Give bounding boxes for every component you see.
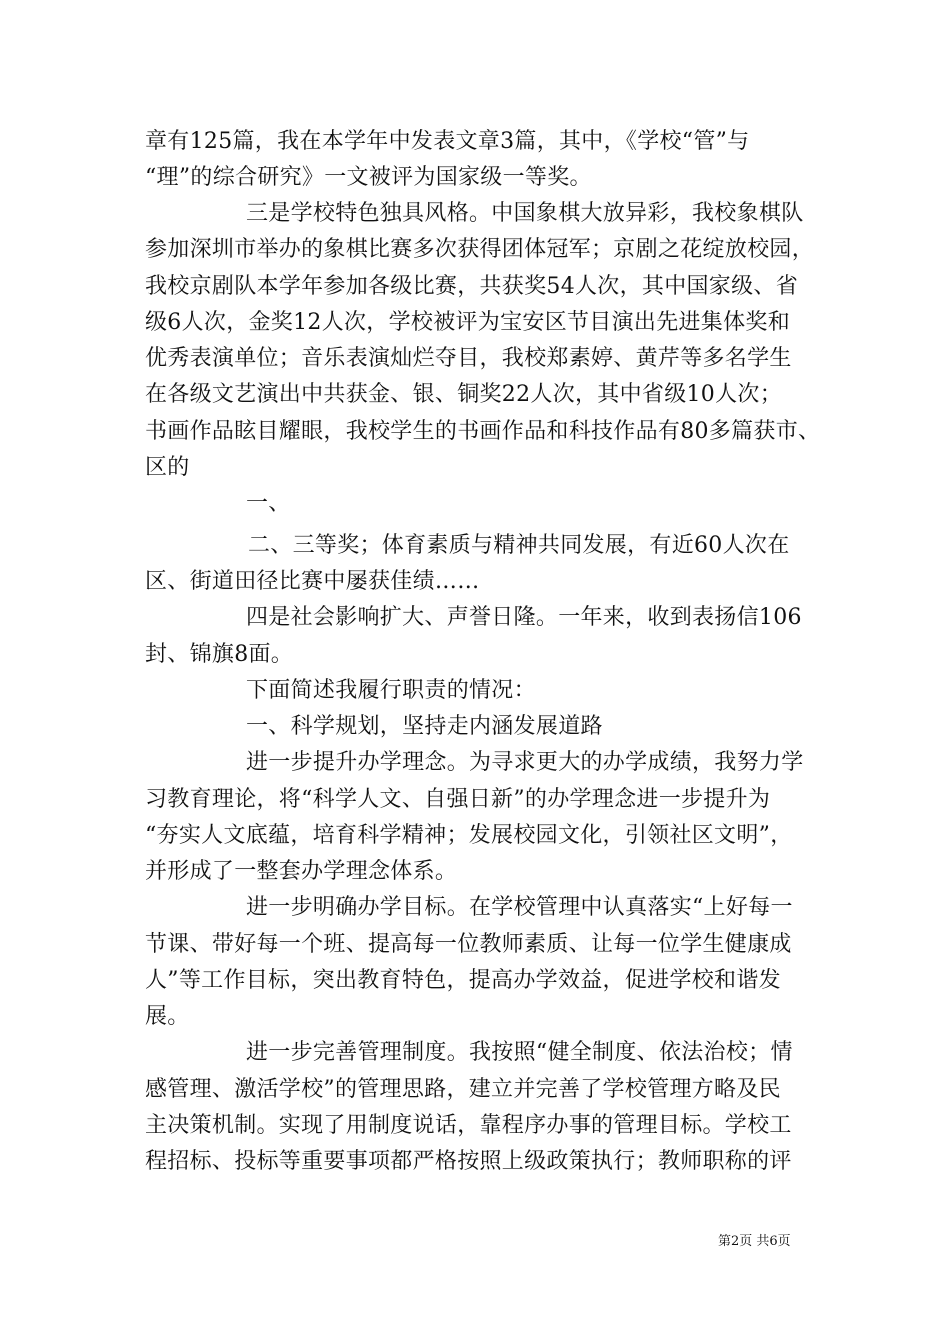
text-line: 区、街道田径比赛中屡获佳绩…… bbox=[145, 569, 480, 594]
paragraph-start: 四是社会影响扩大、声誉日隆。一年来，收到表扬信106 bbox=[246, 605, 802, 630]
paragraph-start: 进一步明确办学目标。在学校管理中认真落实“上好每一 bbox=[246, 895, 793, 920]
text-line: “夯实人文底蕴，培育科学精神；发展校园文化，引领社区文明”， bbox=[145, 823, 793, 848]
list-number: 一、 bbox=[246, 491, 291, 516]
paragraph-start: 三是学校特色独具风格。中国象棋大放异彩，我校象棋队 bbox=[246, 201, 804, 226]
paragraph-start: 进一步完善管理制度。我按照“健全制度、依法治校；情 bbox=[246, 1040, 793, 1065]
text-line: 书画作品眩目耀眼，我校学生的书画作品和科技作品有80多篇获市、 bbox=[145, 419, 821, 444]
text-line: “理”的综合研究》一文被评为国家级一等奖。 bbox=[145, 165, 592, 190]
text-line: 并形成了一整套办学理念体系。 bbox=[145, 859, 458, 884]
page-number: 第2页 共6页 bbox=[718, 1234, 791, 1249]
text-line: 章有125篇，我在本学年中发表文章3篇，其中，《学校“管”与 bbox=[145, 129, 750, 154]
text-line: 主决策机制。实现了用制度说话，靠程序办事的管理目标。学校工 bbox=[145, 1113, 792, 1138]
text-line: 程招标、投标等重要事项都严格按照上级政策执行；教师职称的评 bbox=[145, 1149, 792, 1174]
text-line: 在各级文艺演出中共获金、银、铜奖22人次，其中省级10人次； bbox=[145, 382, 782, 407]
text-line: 参加深圳市举办的象棋比赛多次获得团体冠军；京剧之花绽放校园， bbox=[145, 237, 815, 262]
section-heading: 一、科学规划，坚持走内涵发展道路 bbox=[246, 714, 603, 739]
text-line: 我校京剧队本学年参加各级比赛，共获奖54人次，其中国家级、省 bbox=[145, 274, 798, 299]
text-line: 区的 bbox=[145, 455, 190, 480]
text-line: 节课、带好每一个班、提高每一位教师素质、让每一位学生健康成 bbox=[145, 932, 792, 957]
text-line: 级6人次，金奖12人次，学校被评为宝安区节目演出先进集体奖和 bbox=[145, 310, 790, 335]
paragraph-start: 进一步提升办学理念。为寻求更大的办学成绩，我努力学 bbox=[246, 750, 804, 775]
paragraph-start: 二、三等奖；体育素质与精神共同发展，有近60人次在 bbox=[248, 533, 790, 558]
text-line: 展。 bbox=[145, 1004, 190, 1029]
text-line: 人”等工作目标，突出教育特色，提高办学效益，促进学校和谐发 bbox=[145, 968, 781, 993]
text-line: 优秀表演单位；音乐表演灿烂夺目，我校郑素婷、黄芹等多名学生 bbox=[145, 346, 792, 371]
text-line: 习教育理论，将“科学人文、自强日新”的办学理念进一步提升为 bbox=[145, 787, 771, 812]
paragraph-start: 下面简述我履行职责的情况： bbox=[246, 678, 536, 703]
text-line: 封、锦旗8面。 bbox=[145, 642, 294, 667]
text-line: 感管理、激活学校”的管理思路，建立并完善了学校管理方略及民 bbox=[145, 1077, 781, 1102]
